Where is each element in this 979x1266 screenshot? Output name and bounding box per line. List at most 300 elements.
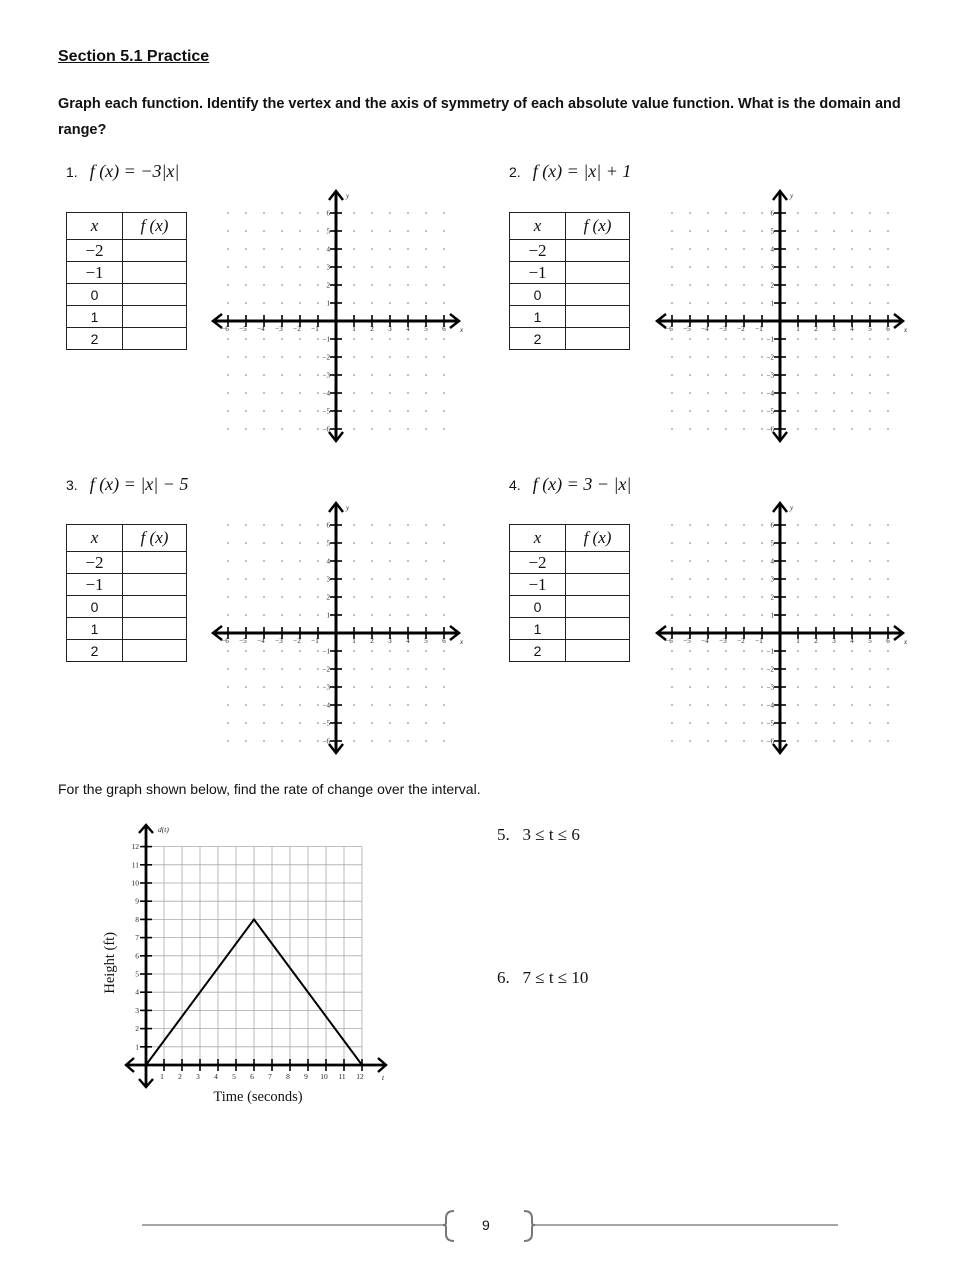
y-tick-label: 6 (770, 521, 774, 530)
footer-decoration (140, 1208, 840, 1244)
grid-dot (263, 284, 265, 286)
x-tick-label: 2 (814, 325, 818, 333)
grid-dot (407, 212, 409, 214)
x-tick-label: −5 (683, 637, 691, 645)
grid-dot (689, 560, 691, 562)
fx-cell[interactable] (123, 262, 187, 284)
grid-dot (815, 230, 817, 232)
grid-dot (317, 410, 319, 412)
grid-dot (353, 740, 355, 742)
grid-dot (707, 722, 709, 724)
x-value: 2 (510, 640, 566, 662)
question-interval: 7 ≤ t ≤ 10 (522, 968, 589, 987)
x-axis-label: x (460, 326, 464, 334)
grid-dot (245, 374, 247, 376)
grid-dot (797, 338, 799, 340)
grid-dot (425, 374, 427, 376)
grid-dot (725, 668, 727, 670)
grid-dot (833, 410, 835, 412)
fx-cell[interactable] (566, 262, 630, 284)
grid-dot (797, 722, 799, 724)
x-tick-label: −3 (719, 325, 727, 333)
grid-dot (371, 650, 373, 652)
grid-dot (425, 668, 427, 670)
grid-dot (797, 284, 799, 286)
grid-dot (299, 524, 301, 526)
grid-dot (761, 740, 763, 742)
grid-dot (851, 668, 853, 670)
grid-dot (317, 578, 319, 580)
grid-dot (869, 668, 871, 670)
x-tick-label: 5 (424, 637, 428, 645)
grid-dot (743, 356, 745, 358)
grid-dot (317, 740, 319, 742)
grid-dot (299, 614, 301, 616)
grid-dot (299, 560, 301, 562)
grid-dot (389, 392, 391, 394)
grid-dot (263, 212, 265, 214)
grid-dot (869, 524, 871, 526)
grid-dot (299, 740, 301, 742)
grid-dot (389, 356, 391, 358)
grid-dot (389, 338, 391, 340)
grid-dot (851, 410, 853, 412)
x-value: 1 (67, 306, 123, 328)
grid-dot (689, 284, 691, 286)
grid-dot (317, 650, 319, 652)
y-tick-label: 4 (326, 245, 330, 254)
grid-dot (245, 524, 247, 526)
coordinate-grid-4[interactable] (652, 498, 912, 760)
grid-dot (815, 374, 817, 376)
fx-cell[interactable] (566, 240, 630, 262)
x-tick-label: −6 (665, 325, 673, 333)
grid-dot (851, 266, 853, 268)
fx-cell[interactable] (123, 284, 187, 306)
x-tick-label: −1 (311, 637, 319, 645)
grid-dot (245, 230, 247, 232)
grid-dot (443, 230, 445, 232)
grid-dot (743, 302, 745, 304)
grid-dot (227, 248, 229, 250)
grid-dot (851, 356, 853, 358)
fx-cell[interactable] (123, 552, 187, 574)
grid-dot (851, 740, 853, 742)
grid-dot (869, 212, 871, 214)
x-axis-label: x (460, 638, 464, 646)
grid-dot (425, 230, 427, 232)
fx-cell[interactable] (566, 328, 630, 350)
fx-cell[interactable] (123, 640, 187, 662)
y-tick-label: −3 (766, 683, 774, 692)
fx-cell[interactable] (566, 552, 630, 574)
value-table-3 (66, 524, 187, 662)
grid-dot (869, 578, 871, 580)
x-tick-label: 4 (406, 637, 410, 645)
x-tick-label: −2 (293, 325, 301, 333)
grid-dot (245, 578, 247, 580)
grid-dot (743, 374, 745, 376)
grid-dot (299, 284, 301, 286)
y-tick-label: 2 (770, 593, 774, 602)
grid-dot (443, 740, 445, 742)
problem-number: 1. (66, 164, 78, 180)
grid-dot (317, 524, 319, 526)
grid-dot (761, 686, 763, 688)
grid-dot (815, 248, 817, 250)
grid-dot (851, 338, 853, 340)
y-tick-label: 1 (326, 299, 330, 308)
grid-dot (299, 650, 301, 652)
grid-dot (281, 338, 283, 340)
x-tick-label: −3 (275, 325, 283, 333)
y-tick-label: 1 (770, 611, 774, 620)
grid-dot (389, 248, 391, 250)
grid-dot (317, 722, 319, 724)
grid-dot (815, 524, 817, 526)
grid-dot (671, 524, 673, 526)
grid-dot (425, 722, 427, 724)
y-tick-label: 3 (326, 575, 330, 584)
x-tick-label: 5 (868, 637, 872, 645)
grid-dot (725, 578, 727, 580)
grid-dot (869, 428, 871, 430)
grid-dot (743, 704, 745, 706)
grid-dot (815, 668, 817, 670)
grid-dot (299, 704, 301, 706)
grid-dot (371, 722, 373, 724)
grid-dot (797, 410, 799, 412)
chart-x-tick-label: 5 (232, 1072, 236, 1081)
grid-dot (833, 374, 835, 376)
grid-dot (443, 212, 445, 214)
grid-dot (761, 668, 763, 670)
grid-dot (407, 338, 409, 340)
grid-dot (281, 266, 283, 268)
grid-dot (707, 284, 709, 286)
grid-dot (851, 374, 853, 376)
grid-dot (869, 410, 871, 412)
footer-right-brace (524, 1211, 535, 1241)
grid-dot (407, 392, 409, 394)
grid-dot (815, 578, 817, 580)
grid-dot (389, 686, 391, 688)
y-tick-label: −6 (766, 425, 774, 434)
chart-x-tick-label: 6 (250, 1072, 254, 1081)
grid-dot (353, 248, 355, 250)
grid-dot (743, 428, 745, 430)
grid-dot (851, 392, 853, 394)
grid-dot (353, 686, 355, 688)
grid-dot (743, 248, 745, 250)
y-tick-label: −4 (766, 389, 774, 398)
x-tick-label: 4 (406, 325, 410, 333)
grid-dot (263, 704, 265, 706)
y-tick-label: −2 (766, 353, 774, 362)
chart-x-tick-label: 4 (214, 1072, 218, 1081)
grid-dot (761, 392, 763, 394)
grid-dot (407, 284, 409, 286)
grid-dot (707, 668, 709, 670)
grid-dot (761, 722, 763, 724)
grid-dot (227, 578, 229, 580)
grid-dot (725, 266, 727, 268)
grid-dot (869, 704, 871, 706)
question-5 (497, 825, 580, 845)
y-tick-label: 5 (326, 227, 330, 236)
fx-cell[interactable] (123, 596, 187, 618)
grid-dot (263, 596, 265, 598)
chart-x-tick-label: 9 (304, 1072, 308, 1081)
grid-dot (869, 374, 871, 376)
grid-dot (743, 596, 745, 598)
grid-dot (281, 596, 283, 598)
fx-cell[interactable] (566, 596, 630, 618)
grid-dot (263, 722, 265, 724)
grid-dot (443, 356, 445, 358)
grid-dot (887, 686, 889, 688)
grid-dot (707, 392, 709, 394)
grid-dot (299, 722, 301, 724)
grid-dot (725, 704, 727, 706)
grid-dot (407, 356, 409, 358)
grid-dot (671, 248, 673, 250)
grid-dot (725, 542, 727, 544)
grid-dot (389, 374, 391, 376)
grid-dot (389, 302, 391, 304)
grid-dot (689, 356, 691, 358)
fx-cell[interactable] (566, 618, 630, 640)
grid-dot (389, 542, 391, 544)
grid-dot (425, 428, 427, 430)
fx-cell[interactable] (123, 240, 187, 262)
x-tick-label: −5 (239, 637, 247, 645)
grid-dot (851, 524, 853, 526)
grid-dot (869, 542, 871, 544)
x-tick-label: −5 (239, 325, 247, 333)
grid-dot (761, 578, 763, 580)
grid-dot (299, 428, 301, 430)
grid-dot (689, 524, 691, 526)
grid-dot (707, 704, 709, 706)
grid-dot (725, 650, 727, 652)
x-tick-label: 2 (370, 325, 374, 333)
grid-dot (833, 542, 835, 544)
fx-cell[interactable] (566, 640, 630, 662)
grid-dot (227, 302, 229, 304)
grid-dot (707, 410, 709, 412)
grid-dot (371, 560, 373, 562)
grid-dot (443, 542, 445, 544)
grid-dot (707, 524, 709, 526)
grid-dot (887, 614, 889, 616)
grid-dot (887, 266, 889, 268)
coordinate-grid-2[interactable] (652, 186, 912, 448)
grid-dot (797, 650, 799, 652)
grid-dot (815, 302, 817, 304)
x-tick-label: 4 (850, 637, 854, 645)
grid-dot (815, 266, 817, 268)
grid-dot (671, 596, 673, 598)
chart-y-tick-label: 9 (135, 896, 139, 906)
grid-dot (353, 578, 355, 580)
grid-dot (671, 302, 673, 304)
y-tick-label: −5 (322, 719, 330, 728)
grid-dot (671, 410, 673, 412)
grid-dot (815, 356, 817, 358)
y-axis-label: y (346, 192, 350, 200)
grid-dot (725, 374, 727, 376)
x-tick-label: 2 (814, 637, 818, 645)
x-value: 0 (67, 596, 123, 618)
grid-dot (245, 596, 247, 598)
y-axis-label: y (790, 504, 794, 512)
grid-dot (263, 740, 265, 742)
grid-dot (389, 596, 391, 598)
fx-cell[interactable] (123, 328, 187, 350)
y-tick-label: 5 (326, 539, 330, 548)
grid-dot (851, 614, 853, 616)
grid-dot (671, 230, 673, 232)
grid-dot (797, 212, 799, 214)
grid-dot (317, 284, 319, 286)
grid-dot (371, 266, 373, 268)
grid-dot (317, 686, 319, 688)
x-tick-label: −4 (701, 325, 709, 333)
grid-dot (869, 596, 871, 598)
problem-2-header (509, 161, 631, 182)
grid-dot (689, 338, 691, 340)
header-fx: f (x) (123, 525, 187, 552)
grid-dot (689, 614, 691, 616)
coordinate-grid-1[interactable] (208, 186, 468, 448)
grid-dot (443, 578, 445, 580)
grid-dot (887, 212, 889, 214)
grid-dot (407, 524, 409, 526)
grid-dot (833, 686, 835, 688)
grid-dot (887, 722, 889, 724)
x-value: −1 (67, 574, 123, 596)
grid-dot (425, 392, 427, 394)
x-tick-label: 3 (832, 325, 836, 333)
grid-dot (689, 392, 691, 394)
grid-dot (245, 302, 247, 304)
value-table-1 (66, 212, 187, 350)
grid-dot (425, 614, 427, 616)
grid-dot (263, 374, 265, 376)
y-tick-label: −5 (322, 407, 330, 416)
grid-dot (245, 356, 247, 358)
grid-dot (743, 230, 745, 232)
grid-dot (707, 374, 709, 376)
chart-y-tick-label: 4 (135, 987, 139, 997)
y-tick-label: −1 (766, 335, 774, 344)
grid-dot (407, 302, 409, 304)
grid-dot (371, 302, 373, 304)
grid-dot (227, 392, 229, 394)
grid-dot (833, 596, 835, 598)
grid-dot (689, 596, 691, 598)
grid-dot (797, 578, 799, 580)
grid-dot (227, 428, 229, 430)
problem-number: 4. (509, 477, 521, 493)
fx-cell[interactable] (123, 574, 187, 596)
grid-dot (425, 542, 427, 544)
x-tick-label: 6 (442, 637, 446, 645)
grid-dot (671, 686, 673, 688)
grid-dot (353, 356, 355, 358)
y-tick-label: 6 (326, 209, 330, 218)
grid-dot (887, 578, 889, 580)
y-tick-label: 2 (326, 281, 330, 290)
header-fx: f (x) (123, 213, 187, 240)
y-tick-label: −5 (766, 407, 774, 416)
x-tick-label: 2 (370, 637, 374, 645)
grid-dot (389, 230, 391, 232)
grid-dot (887, 410, 889, 412)
grid-dot (227, 410, 229, 412)
x-value: 2 (67, 640, 123, 662)
grid-dot (815, 560, 817, 562)
grid-dot (425, 356, 427, 358)
grid-dot (689, 410, 691, 412)
grid-dot (389, 284, 391, 286)
coordinate-grid-3[interactable] (208, 498, 468, 760)
grid-dot (833, 740, 835, 742)
grid-dot (371, 392, 373, 394)
grid-dot (371, 578, 373, 580)
grid-dot (671, 266, 673, 268)
grid-dot (689, 704, 691, 706)
fx-cell[interactable] (123, 306, 187, 328)
grid-dot (833, 614, 835, 616)
grid-dot (833, 302, 835, 304)
fx-cell[interactable] (566, 574, 630, 596)
grid-dot (689, 266, 691, 268)
grid-dot (671, 428, 673, 430)
fx-cell[interactable] (566, 306, 630, 328)
grid-dot (671, 374, 673, 376)
grid-dot (353, 266, 355, 268)
grid-dot (281, 284, 283, 286)
grid-dot (317, 248, 319, 250)
x-tick-label: −2 (293, 637, 301, 645)
grid-dot (443, 248, 445, 250)
footer-left-brace (443, 1211, 454, 1241)
grid-dot (353, 284, 355, 286)
grid-dot (389, 410, 391, 412)
grid-dot (761, 524, 763, 526)
grid-dot (851, 302, 853, 304)
x-tick-label: 1 (796, 637, 800, 645)
y-tick-label: −1 (322, 647, 330, 656)
grid-dot (743, 212, 745, 214)
grid-dot (707, 428, 709, 430)
grid-dot (725, 410, 727, 412)
problem-equation: f (x) = −3|x| (89, 161, 180, 181)
question-number: 6. (497, 968, 510, 987)
fx-cell[interactable] (566, 284, 630, 306)
grid-dot (797, 740, 799, 742)
grid-dot (707, 356, 709, 358)
grid-dot (371, 596, 373, 598)
grid-dot (761, 614, 763, 616)
grid-dot (281, 686, 283, 688)
header-x: x (67, 213, 123, 240)
x-tick-label: −2 (737, 325, 745, 333)
fx-cell[interactable] (123, 618, 187, 640)
grid-dot (761, 356, 763, 358)
